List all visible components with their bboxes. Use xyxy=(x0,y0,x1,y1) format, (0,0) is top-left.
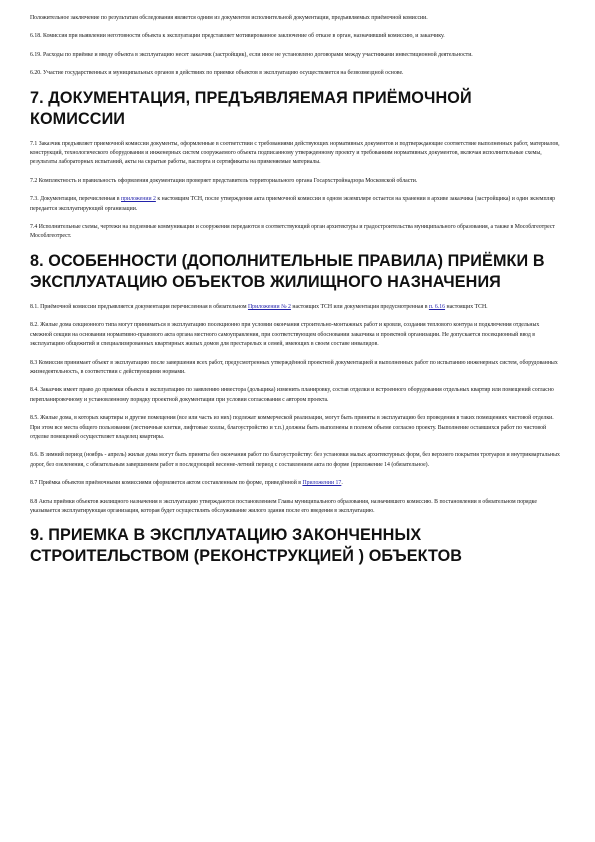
paragraph-6-20: 6.20. Участие государственных и муниципальных органов в действиях по приемке объектов в эксплуатацию осуществляется на безвозмездной основе. xyxy=(30,70,404,77)
paragraph-8-7 xyxy=(30,479,561,488)
paragraph-8-6: 8.6. В зимний период (ноябрь - апрель) жилые дома могут быть приняты без окончания работ по благоустройству: без установки малых архитектурных форм, без верхнего покрытия тротуаров и внутриквартальных дорог, без озеленения, с обязательным завершением работ в последующий весенне-летний период с составлением акта по форме (приложение 14 (обязательное). xyxy=(30,452,560,468)
paragraph-7-1: 7.1 Заказчик предъявляет приемочной комиссии документы, оформленные в соответствии с требованиями действующих нормативных документов и подтверждающие соответствие выполненных работ, материалов, конструкций, технологического оборудования и инженерных систем сооружаемого объекта подписанному утвержденному проекту и требованиям нормативных документов, включая исполнительные схемы, результаты лабораторных испытаний, акты на скрытые работы, паспорта и сертификаты на применяемые материалы. xyxy=(30,140,560,166)
paragraph-6-18: 6.18. Комиссия при выявлении неготовности объекта к эксплуатации представляет мотивированное заключение об отказе в орган, назначивший комиссию, и заказчику. xyxy=(30,33,445,40)
paragraph-7-3-text-a: 7.3. Документация, перечисленная в xyxy=(30,196,121,203)
paragraph-8-7-text-a: 8.7 Приёмка объектов приёмочными комиссиями оформляется актом составленным по форме, приведённой в xyxy=(30,480,303,487)
section-9-heading: 9. ПРИЕМКА В ЭКСПЛУАТАЦИЮ ЗАКОНЧЕННЫХ СТРОИТЕЛЬСТВОМ (РЕКОНСТРУКЦИЕЙ ) ОБЪЕКТОВ xyxy=(30,526,463,566)
paragraph-8-3: 8.3 Комиссия принимает объект в эксплуатацию после завершения всех работ, предусмотренных утверждённой проектной документацией и выполненных работ по испытанию инженерных систем, оборудованных жизнедеятельность, в соответствии с действующими нормами. xyxy=(30,359,558,375)
paragraph-8-8: 8.8 Акты приёмки объектов жилищного назначения в эксплуатацию утверждаются постановлением Главы муниципального образования, назначившего комиссию. В постановлении в обязательном порядке указывается эксплуатирующая организация, которая будет осуществлять обслуживание жилого здания после его введения в эксплуатацию. xyxy=(30,498,537,514)
paragraph-intro: Положительное заключение по результатам обследования является одним из документов исполнительной документации, предъявляемых приёмочной комиссии. xyxy=(30,15,428,21)
section-7-heading: 7. ДОКУМЕНТАЦИЯ, ПРЕДЪЯВЛЯЕМАЯ ПРИЁМОЧНОЙ КОМИССИИ xyxy=(30,88,472,128)
paragraph-8-1-text-b: настоящих ТСН или документация предусмотренная в xyxy=(290,303,429,310)
link-appendix-no-2[interactable]: Приложении № 2 xyxy=(247,303,291,310)
paragraph-7-3-text-b: к настоящим ТСН, после утверждения акта приемочной комиссии в одном экземпляре остается на хранении в архиве заказчика (застройщика) и один экземпляр передается эксплуатирующей организации. xyxy=(30,196,556,212)
paragraph-8-7-text-b: . xyxy=(341,480,343,487)
paragraph-6-19: 6.19. Расходы по приёмке и вводу объекта в эксплуатацию несет заказчик (застройщик), если иное не установлено договорами между участниками инвестиционной деятельности. xyxy=(30,51,473,58)
paragraph-8-2: 8.2. Жилые дома секционного типа могут приниматься в эксплуатацию посекционно при условии окончания строительно-монтажных работ и кровли, создания теплового контура и подключения отдельных смежной секции на основании нормативно-правового акта органа местного самоуправления, при соответствующем обосновании заказчика и проектной организации. Не допускается посекционный ввод в эксплуатацию общежитий и специализированных квартирных жилых домов для престарелых и семей, имеющих в своем составе инвалидов. xyxy=(30,322,540,348)
paragraph-8-1-text-a: 8.1. Приёмочной комиссии предъявляется документация перечисленная в обязательном xyxy=(30,303,248,310)
link-appendix-17[interactable]: Приложении 17 xyxy=(302,480,342,487)
paragraph-8-4: 8.4. Заказчик имеет право до приемки объекта в эксплуатацию по заявлению инвестора (дольщика) изменить планировку, состав отделки и встроенного оборудования отдельных квартир или помещений согласно перепланировочному и установленному порядку проектной документации при условии согласования с автором проекта. xyxy=(30,387,554,403)
link-appendix-2[interactable]: приложении 2 xyxy=(120,196,156,203)
paragraph-8-1-text-c: настоящих ТСН. xyxy=(445,303,488,310)
paragraph-8-5: 8.5. Жилые дома, в которых квартиры и другие помещения (все или часть из них) подлежат коммерческой реализации, могут быть приняты в эксплуатацию без проведения в таких помещениях чистовой отделки. При этом все места общего пользования (лестничные клетки, лифтовые холлы, благоустройство и т.п.) должны быть выполнены в полном объеме согласно проекту. Выполнение оставшихся работ по чистовой отделке помещений осуществляет владелец квартиры. xyxy=(30,415,554,440)
paragraph-7-4: 7.4 Исполнительные схемы, чертежи на подземные коммуникации и сооружения передаются в соответствующий орган архитектуры и градостроительства муниципального образования, а также в Мособлгеотрест Мособлгеотрест. xyxy=(30,224,555,240)
paragraph-7-2: 7.2 Комплектность и правильность оформления документации проверяет представитель территориального органа Госархстройнадзора Московской области. xyxy=(30,177,418,184)
paragraph-7-3 xyxy=(30,195,561,214)
section-8-heading: 8. ОСОБЕННОСТИ (ДОПОЛНИТЕЛЬНЫЕ ПРАВИЛА) ПРИЁМКИ В ЭКСПЛУАТАЦИЮ ОБЪЕКТОВ ЖИЛИЩНОГО НАЗНАЧЕНИЯ xyxy=(30,251,545,291)
link-clause-6-16[interactable]: п. 6.16 xyxy=(428,303,446,310)
paragraph-8-1 xyxy=(30,303,561,312)
